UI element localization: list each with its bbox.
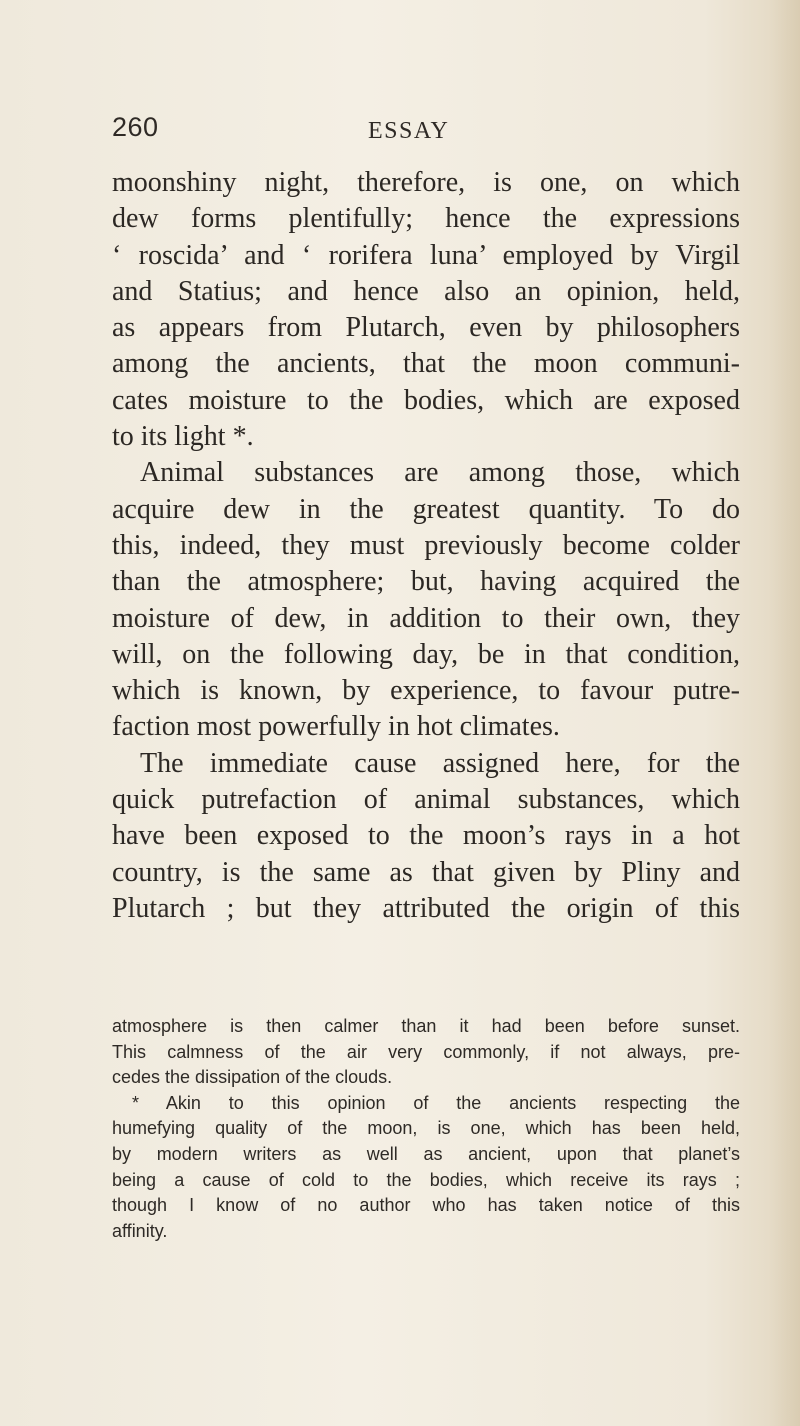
text-line: quick putrefaction of animal substances, which	[112, 784, 740, 816]
page-number: 260	[112, 112, 159, 142]
text-line: and Statius; and hence also an opinion, held,	[112, 275, 740, 307]
footnote-line: cedes the dissipation of the clouds.	[112, 1067, 393, 1088]
footnote-line: atmosphere is then calmer than it had been before sunset.	[112, 1016, 740, 1036]
footnote-line: * Akin to this opinion of the ancients respecting the	[132, 1092, 740, 1113]
text-line: dew forms plentifully; hence the expressions	[112, 203, 740, 235]
text-line: ‘ roscida’ and ‘ rorifera luna’ employed by Virgil	[112, 239, 740, 271]
footnote-line: humefying quality of the moon, is one, which has been held,	[112, 1118, 740, 1139]
main-text	[112, 165, 740, 927]
footnote-line: affinity.	[112, 1220, 168, 1241]
text-line: acquire dew in the greatest quantity. To do	[112, 493, 740, 525]
running-head: ESSAY	[368, 118, 450, 144]
text-line: among the ancients, that the moon communi-	[112, 348, 740, 380]
text-line: Animal substances are among those, which	[140, 457, 740, 489]
text-line: as appears from Plutarch, even by philosophers	[112, 312, 740, 344]
text-line: Plutarch ; but they attributed the origin of this	[112, 892, 740, 924]
footnote-line: though I know of no author who has taken notice of this	[112, 1195, 740, 1216]
text-line: than the atmosphere; but, having acquired the	[112, 566, 740, 598]
text-line: moisture of dew, in addition to their own, they	[112, 602, 740, 634]
footnotes	[112, 1014, 740, 1244]
text-line: moonshiny night, therefore, is one, on which	[112, 167, 740, 198]
text-line: country, is the same as that given by Pliny and	[112, 856, 740, 888]
text-line: to its light *.	[112, 421, 254, 453]
footnote-line: being a cause of cold to the bodies, which receive its rays ;	[112, 1169, 740, 1190]
text-line: The immediate cause assigned here, for the	[140, 747, 740, 779]
text-line: cates moisture to the bodies, which are exposed	[112, 384, 740, 416]
footnote-line: by modern writers as well as ancient, upon that planet’s	[112, 1143, 740, 1164]
text-line: have been exposed to the moon’s rays in a hot	[112, 820, 740, 852]
page-header	[112, 112, 712, 152]
text-line: which is known, by experience, to favour putre-	[112, 675, 740, 707]
text-line: this, indeed, they must previously become colder	[112, 529, 740, 561]
footnote-line: This calmness of the air very commonly, if not always, pre-	[112, 1041, 740, 1062]
text-line: will, on the following day, be in that condition,	[112, 638, 740, 670]
text-line: faction most powerfully in hot climates.	[112, 711, 560, 743]
